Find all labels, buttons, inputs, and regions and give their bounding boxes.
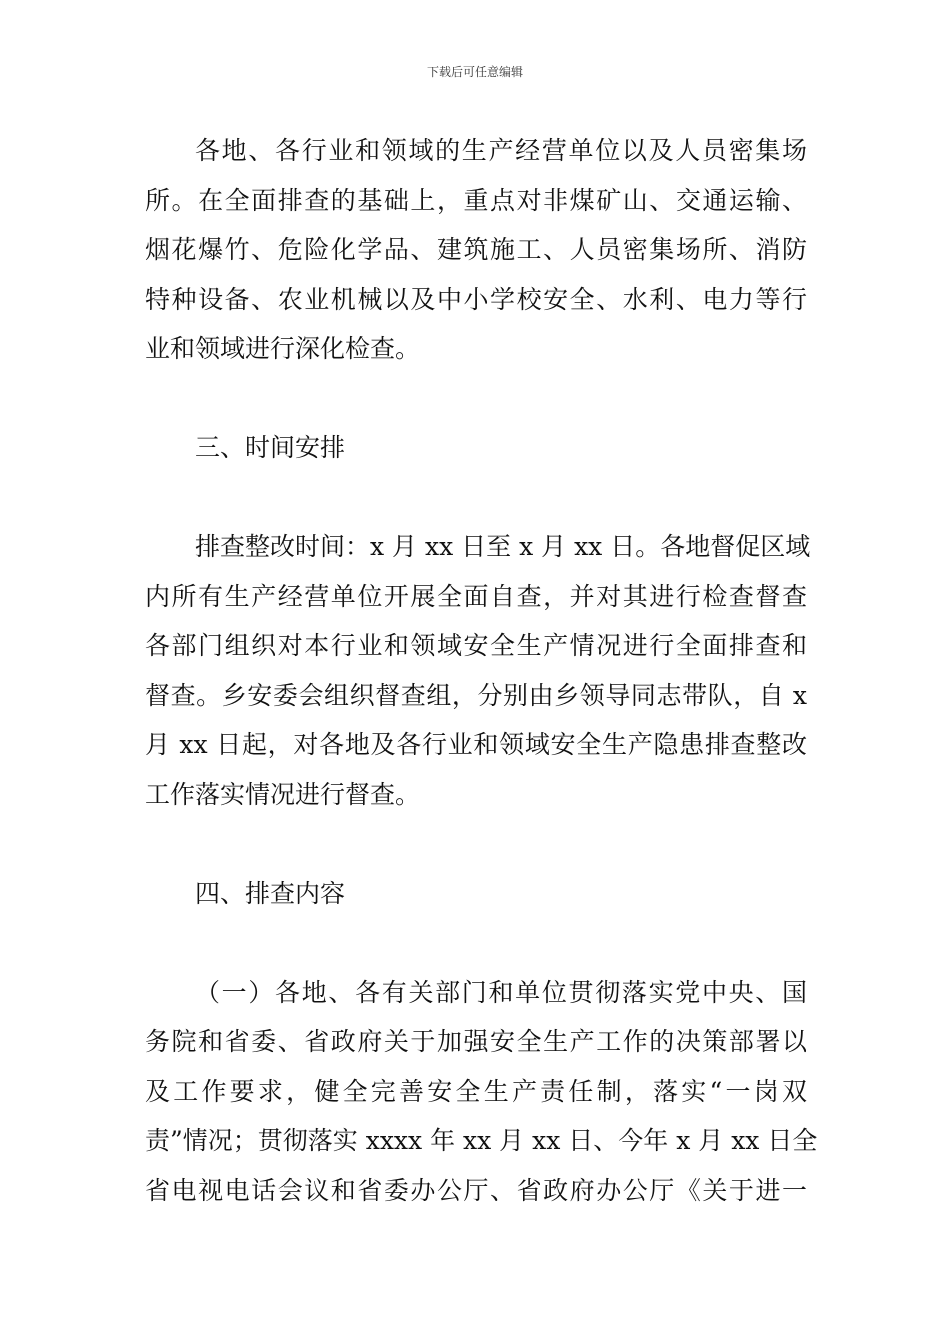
paragraph-scope xyxy=(145,126,807,374)
text-line: 月 xx 日起，对各地及各行业和领域安全生产隐患排查整改 xyxy=(145,730,807,759)
text-line: 务院和省委、省政府关于加强安全生产工作的决策部署以 xyxy=(145,1027,807,1056)
text-line: 责”情况；贯彻落实 xxxx 年 xx 月 xx 日、今年 x 月 xx 日全 xyxy=(145,1126,818,1155)
text-line: 督查。乡安委会组织督查组，分别由乡领导同志带队，自 x xyxy=(145,680,807,710)
section-heading-content xyxy=(145,869,807,919)
text-line: 各地、各行业和领域的生产经营单位以及人员密集场 xyxy=(195,136,807,165)
paragraph-gap xyxy=(145,918,807,968)
section-heading-time xyxy=(145,423,807,473)
text-line: 所。在全面排查的基础上，重点对非煤矿山、交通运输、 xyxy=(145,185,807,215)
text-line: 各部门组织对本行业和领域安全生产情况进行全面排查和 xyxy=(145,631,807,660)
paragraph-content-1 xyxy=(145,968,818,1216)
page-header: 下载后可任意编辑 xyxy=(426,65,523,79)
paragraph-gap xyxy=(145,473,807,523)
text-line: 特种设备、农业机械以及中小学校安全、水利、电力等行 xyxy=(145,284,807,314)
text-line: 工作落实情况进行督查。 xyxy=(145,779,421,809)
text-line: 及工作要求，健全完善安全生产责任制，落实“一岗双 xyxy=(145,1076,807,1106)
text-line: （一）各地、各有关部门和单位贯彻落实党中央、国 xyxy=(195,977,807,1007)
section-title: 四、排查内容 xyxy=(195,878,346,908)
document-body xyxy=(145,126,818,1215)
paragraph-gap xyxy=(145,374,807,424)
paragraph-schedule xyxy=(145,522,811,819)
text-line: 排查整改时间：x 月 xx 日至 x 月 xx 日。各地督促区域 xyxy=(195,532,811,561)
text-line: 省电视电话会议和省委办公厅、省政府办公厅《关于进一 xyxy=(145,1175,807,1205)
text-line: 业和领域进行深化检查。 xyxy=(145,334,421,363)
text-line: 烟花爆竹、危险化学品、建筑施工、人员密集场所、消防 xyxy=(145,235,807,264)
paragraph-gap xyxy=(145,819,807,869)
section-title: 三、时间安排 xyxy=(195,433,346,462)
text-line: 内所有生产经营单位开展全面自查，并对其进行检查督查 xyxy=(145,581,807,611)
